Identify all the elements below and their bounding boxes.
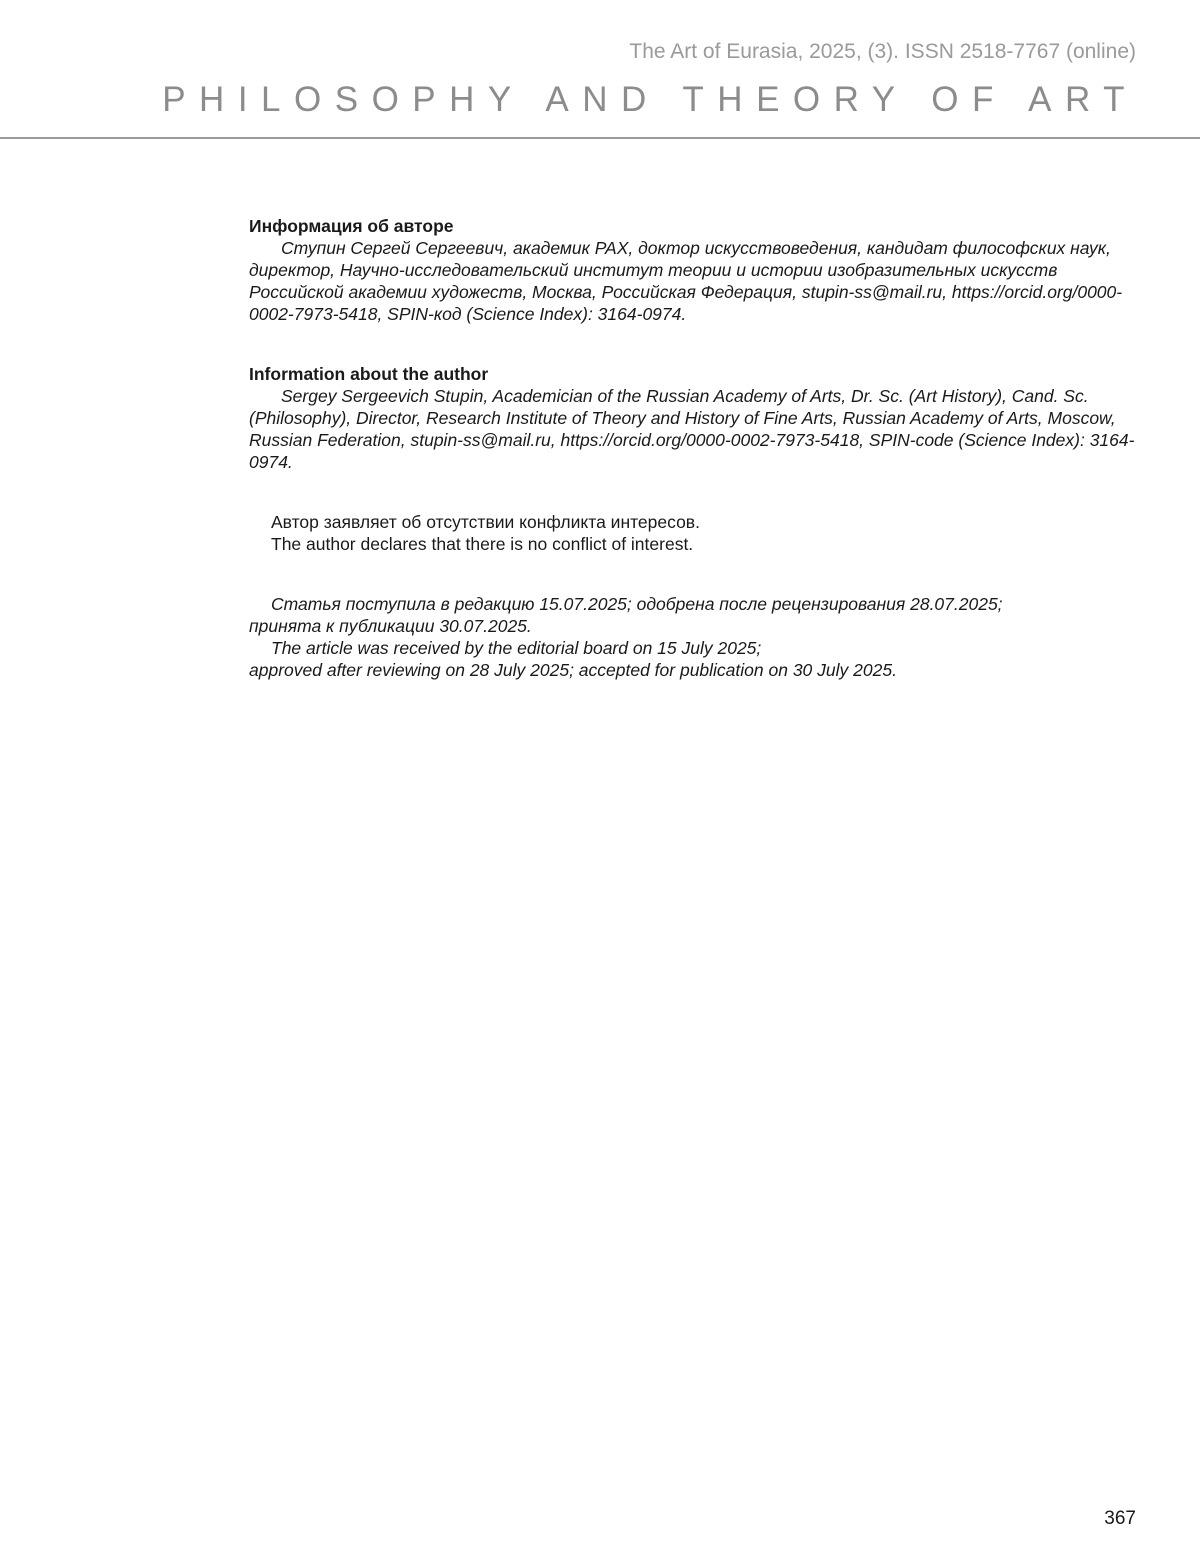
- section-title: PHILOSOPHY AND THEORY OF ART: [162, 80, 1138, 119]
- dates-ru-line-1: Статья поступила в редакцию 15.07.2025; одобрена после рецензирования 28.07.2025;: [271, 594, 1003, 614]
- author-info-en-heading: Information about the author: [249, 364, 489, 384]
- author-info-en-text: Sergey Sergeevich Stupin, Academician of the Russian Academy of Arts, Dr. Sc. (Art History), Cand. Sc. (Philosophy), Director, Research Institute of Theory and History of Fine Arts, Russian Academy of Arts, Moscow, Russian Federation, stupin-ss@mail.ru, https://orcid.org/0000-0002-7973-5418, SPIN-code (Science Index): 3164-0974.: [249, 386, 1135, 472]
- conflict-statement-en: The author declares that there is no conflict of interest.: [271, 534, 694, 554]
- dates-ru-line-2: принята к публикации 30.07.2025.: [249, 616, 532, 636]
- article-back-matter: [249, 215, 1139, 681]
- dates-en-line-1: The article was received by the editorial board on 15 July 2025;: [271, 638, 762, 658]
- author-info-ru-text: Ступин Сергей Сергеевич, академик РАХ, доктор искусствоведения, кандидат философских наук, директор, Научно-исследовательский институт теории и истории изобразительных искусств Российской академии художеств, Москва, Российская Федерация, stupin-ss@mail.ru, https://orcid.org/0000-0002-7973-5418, SPIN-код (Science Index): 3164-0974.: [249, 238, 1123, 324]
- page-number: 367: [1104, 1508, 1136, 1529]
- dates-en-line-2: approved after reviewing on 28 July 2025; accepted for publication on 30 July 2025.: [249, 660, 897, 680]
- author-info-ru: [249, 215, 1139, 325]
- article-dates: [249, 593, 1139, 681]
- journal-citation: The Art of Eurasia, 2025, (3). ISSN 2518-7767 (online): [629, 40, 1136, 63]
- author-info-en: [249, 363, 1139, 473]
- header-divider: [0, 137, 1200, 139]
- conflict-of-interest: [249, 511, 1139, 555]
- conflict-statement-ru: Автор заявляет об отсутствии конфликта интересов.: [271, 512, 700, 532]
- author-info-ru-heading: Информация об авторе: [249, 216, 454, 236]
